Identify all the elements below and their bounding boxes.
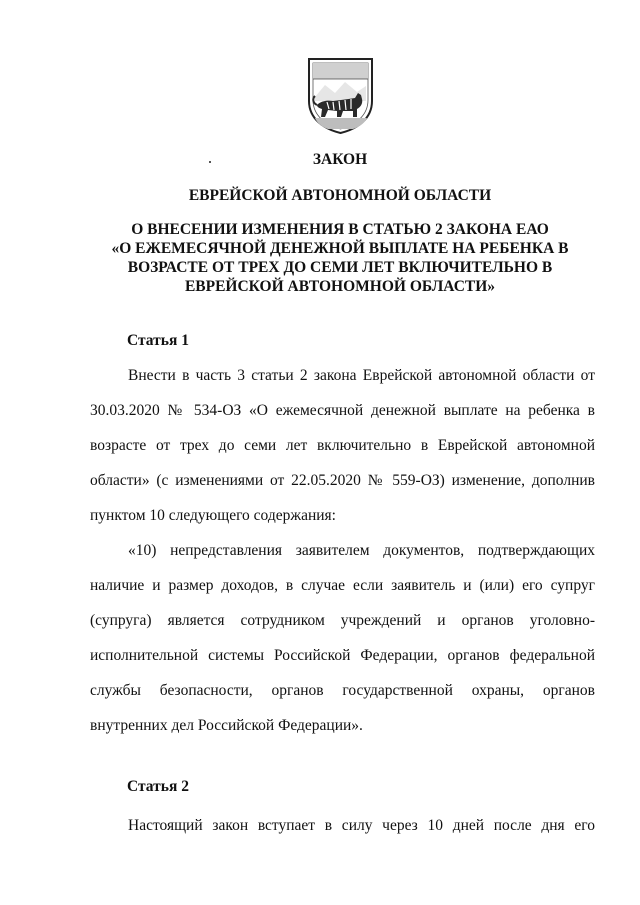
document-region: ЕВРЕЙСКОЙ АВТОНОМНОЙ ОБЛАСТИ [188, 187, 492, 204]
document-title: ЗАКОН [312, 151, 368, 168]
document-subtitle-line-4: ЕВРЕЙСКОЙ АВТОНОМНОЙ ОБЛАСТИ» [184, 278, 496, 295]
document-subtitle-line-1: О ВНЕСЕНИИ ИЗМЕНЕНИЯ В СТАТЬЮ 2 ЗАКОНА ЕАО [131, 221, 549, 238]
article-2-body [90, 808, 595, 843]
article-1-paragraph-2: «10) непредставления заявителем документов, подтверждающих наличие и размер доходов, в случае если заявитель и (или) его супруг (супруга) является сотрудником учреждений и органов уголовно-исполнительной системы Российской Федерации, органов федеральной службы безопасности, органов государственной охраны, органов внутренних дел Российской Федерации». [90, 542, 595, 734]
article-1-paragraph-1: Внести в часть 3 статьи 2 закона Еврейской автономной области от 30.03.2020 № 534-ОЗ «О ежемесячной денежной выплате на ребенка в возрасте от трех до семи лет включительно в Еврейской автономной области» (с изменениями от 22.05.2020 № 559-ОЗ) изменение, дополнив пунктом 10 следующего содержания: [90, 367, 595, 524]
article-1-heading: Статья 1 [127, 332, 189, 349]
coat-of-arms-tiger-icon [303, 55, 378, 135]
article-2-paragraph-1: Настоящий закон вступает в силу через 10 дней после дня его [128, 817, 595, 834]
article-2-heading: Статья 2 [127, 778, 189, 795]
article-1-body [90, 358, 595, 743]
document-subtitle-line-2: «О ЕЖЕМЕСЯЧНОЙ ДЕНЕЖНОЙ ВЫПЛАТЕ НА РЕБЕНКА В [111, 240, 569, 257]
document-subtitle-line-3: ВОЗРАСТЕ ОТ ТРЕХ ДО СЕМИ ЛЕТ ВКЛЮЧИТЕЛЬНО В [127, 259, 553, 276]
